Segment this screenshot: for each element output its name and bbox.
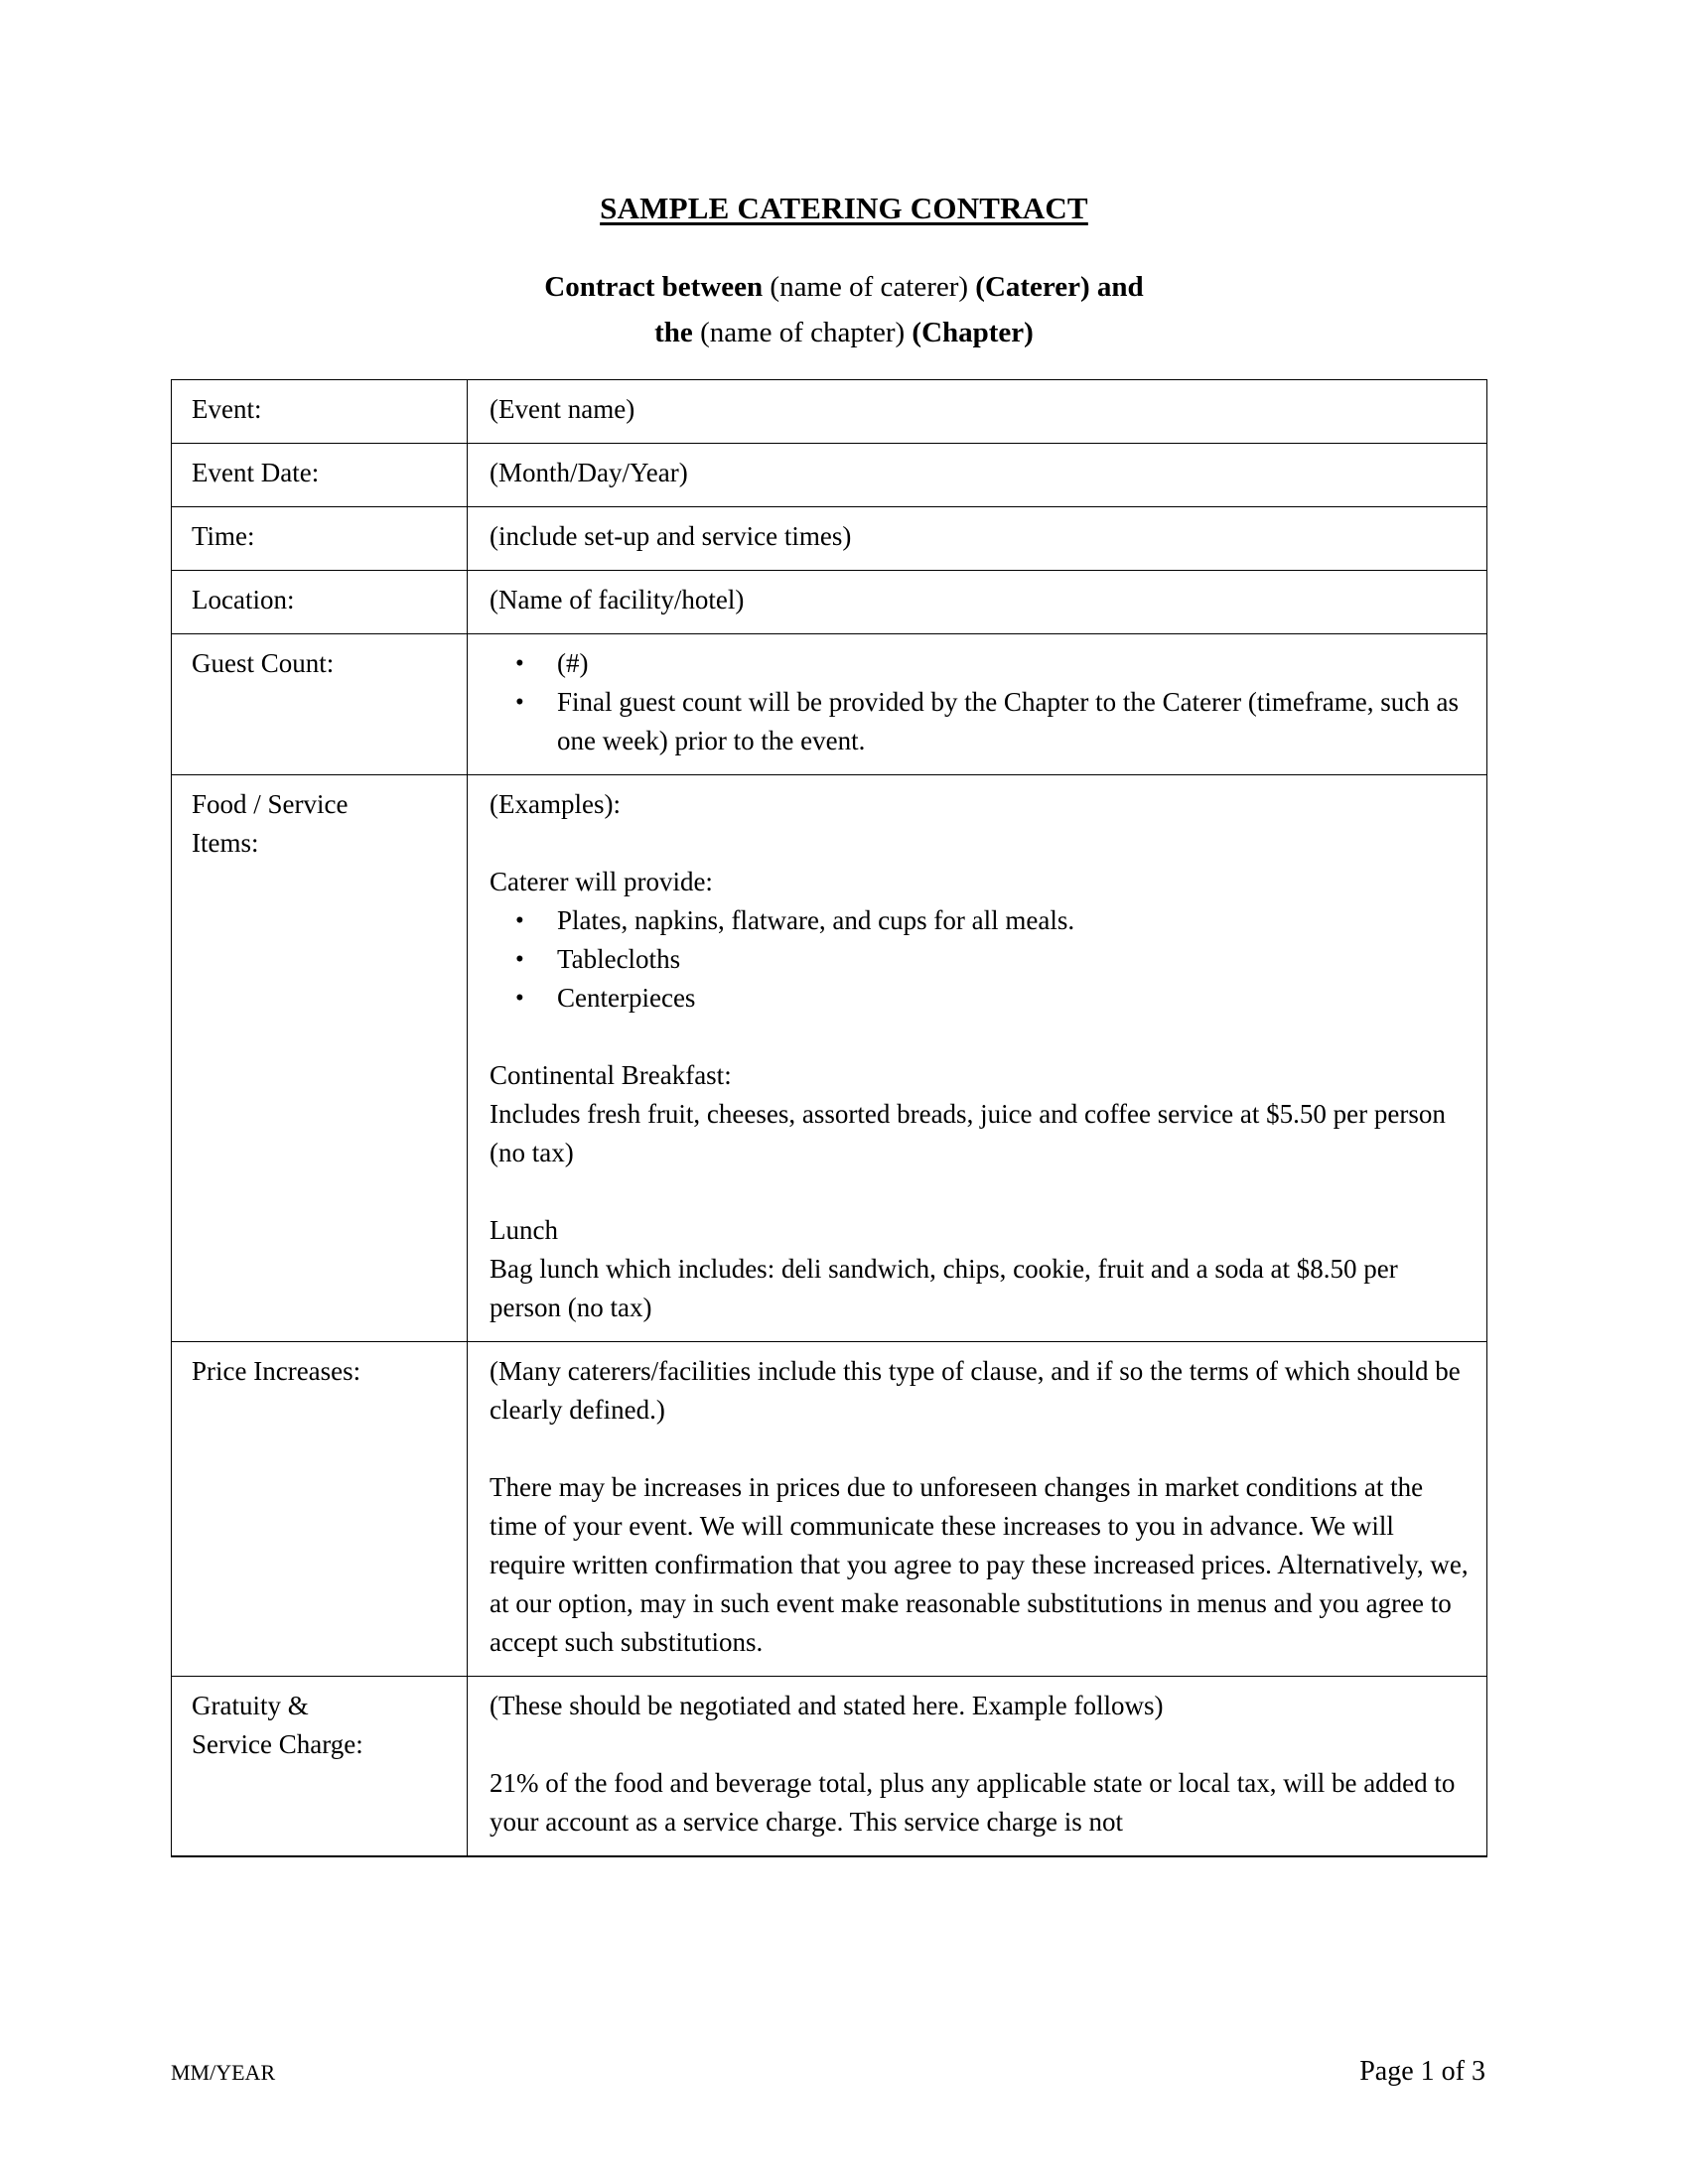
table-row-guest-count [172,634,1487,775]
row-value-gratuity-service-charge [468,1677,1487,1857]
lunch-heading [490,1211,1469,1250]
list-item: • Plates, napkins, flatware, and cups for all meals. [490,901,1469,940]
contract-details-table [171,379,1487,1857]
table-row-location [172,571,1487,634]
table-row-food-service-items [172,775,1487,1342]
continental-breakfast-body: Includes fresh fruit, cheeses, assorted breads, juice and coffee service at $5.50 per person (no tax) [490,1099,1446,1167]
gratuity-body: 21% of the food and beverage total, plus any applicable state or local tax, will be added to your account as a service charge. This service charge is not [490,1768,1456,1837]
row-label-location: Location: [172,571,468,634]
subtitle-line-1 [0,264,1688,310]
table-row-event-date [172,444,1487,507]
row-label-time: Time: [172,507,468,571]
caterer-will-provide-heading: Caterer will provide: [490,867,713,896]
footer-page-number: Page 1 of 3 [1359,2056,1485,2087]
table-row-price-increases [172,1342,1487,1677]
price-increases-body: There may be increases in prices due to unforeseen changes in market conditions at the time of your event. We will communicate these increases to you in advance. We will require written confirmation that you agree to pay these increased prices. Alternatively, we, at our option, may in such event make reasonable substitutions in menus and you agree to accept such substitutions. [490,1472,1469,1657]
row-value-event: (Event name) [468,380,1487,444]
row-label-gratuity-line-1: Gratuity & [192,1691,309,1720]
footer-revision: MM/YEAR [171,2060,276,2085]
list-item: • Tablecloths [490,940,1469,979]
caterer-provides-bullet-list [490,901,1469,1018]
row-value-food-service-items [468,775,1487,1342]
lunch-heading-text: Lunch [490,1215,558,1245]
table-row-event [172,380,1487,444]
row-label-gratuity-service-charge [172,1677,468,1857]
row-label-price-increases: Price Increases: [172,1342,468,1677]
gratuity-note: (These should be negotiated and stated here. Example follows) [490,1691,1164,1720]
table-row-gratuity-service-charge [172,1677,1487,1857]
food-service-intro: (Examples): [490,789,621,819]
subtitle-caterer-placeholder: (name of caterer) [770,271,969,303]
subtitle-contract-between: Contract between [544,271,764,303]
row-value-guest-count [468,634,1487,775]
row-label-gratuity-line-2: Service Charge: [192,1729,363,1759]
row-value-event-date: (Month/Day/Year) [468,444,1487,507]
row-label-event: Event: [172,380,468,444]
page-title-text: SAMPLE CATERING CONTRACT [600,191,1088,225]
list-item: • Centerpieces [490,979,1469,1018]
spacer [490,824,1469,863]
spacer [490,1725,1469,1764]
contract-parties-subtitle [0,264,1688,355]
list-item: • (#) [490,644,1469,683]
subtitle-line-2 [0,310,1688,355]
row-value-time: (include set-up and service times) [468,507,1487,571]
spacer [490,1430,1469,1468]
subtitle-chapter-label: (Chapter) [912,317,1034,348]
row-value-location: (Name of facility/hotel) [468,571,1487,634]
list-item: • Final guest count will be provided by the Chapter to the Caterer (timeframe, such as one week) prior to the event. [490,683,1469,760]
continental-breakfast-heading [490,1056,1469,1095]
row-label-food-service-line-1: Food / Service [192,789,349,819]
row-label-guest-count: Guest Count: [172,634,468,775]
subtitle-caterer-label: (Caterer) and [975,271,1144,303]
subtitle-the: the [654,317,693,348]
page-footer [171,2056,1487,2100]
page-title [0,191,1688,226]
row-label-event-date: Event Date: [172,444,468,507]
guest-count-bullet-list [490,644,1469,760]
price-increases-note: (Many caterers/facilities include this type of clause, and if so the terms of which should be clearly defined.) [490,1356,1461,1425]
continental-breakfast-heading-colon: : [724,1060,732,1090]
row-label-food-service-line-2: Items: [192,828,259,858]
spacer [490,1172,1469,1211]
lunch-body: Bag lunch which includes: deli sandwich, chips, cookie, fruit and a soda at $8.50 per person (no tax) [490,1254,1398,1322]
table-row-time [172,507,1487,571]
row-value-price-increases [468,1342,1487,1677]
row-label-food-service-items [172,775,468,1342]
subtitle-chapter-placeholder: (name of chapter) [700,317,906,348]
continental-breakfast-heading-text: Continental Breakfast [490,1060,725,1090]
spacer [490,1018,1469,1056]
